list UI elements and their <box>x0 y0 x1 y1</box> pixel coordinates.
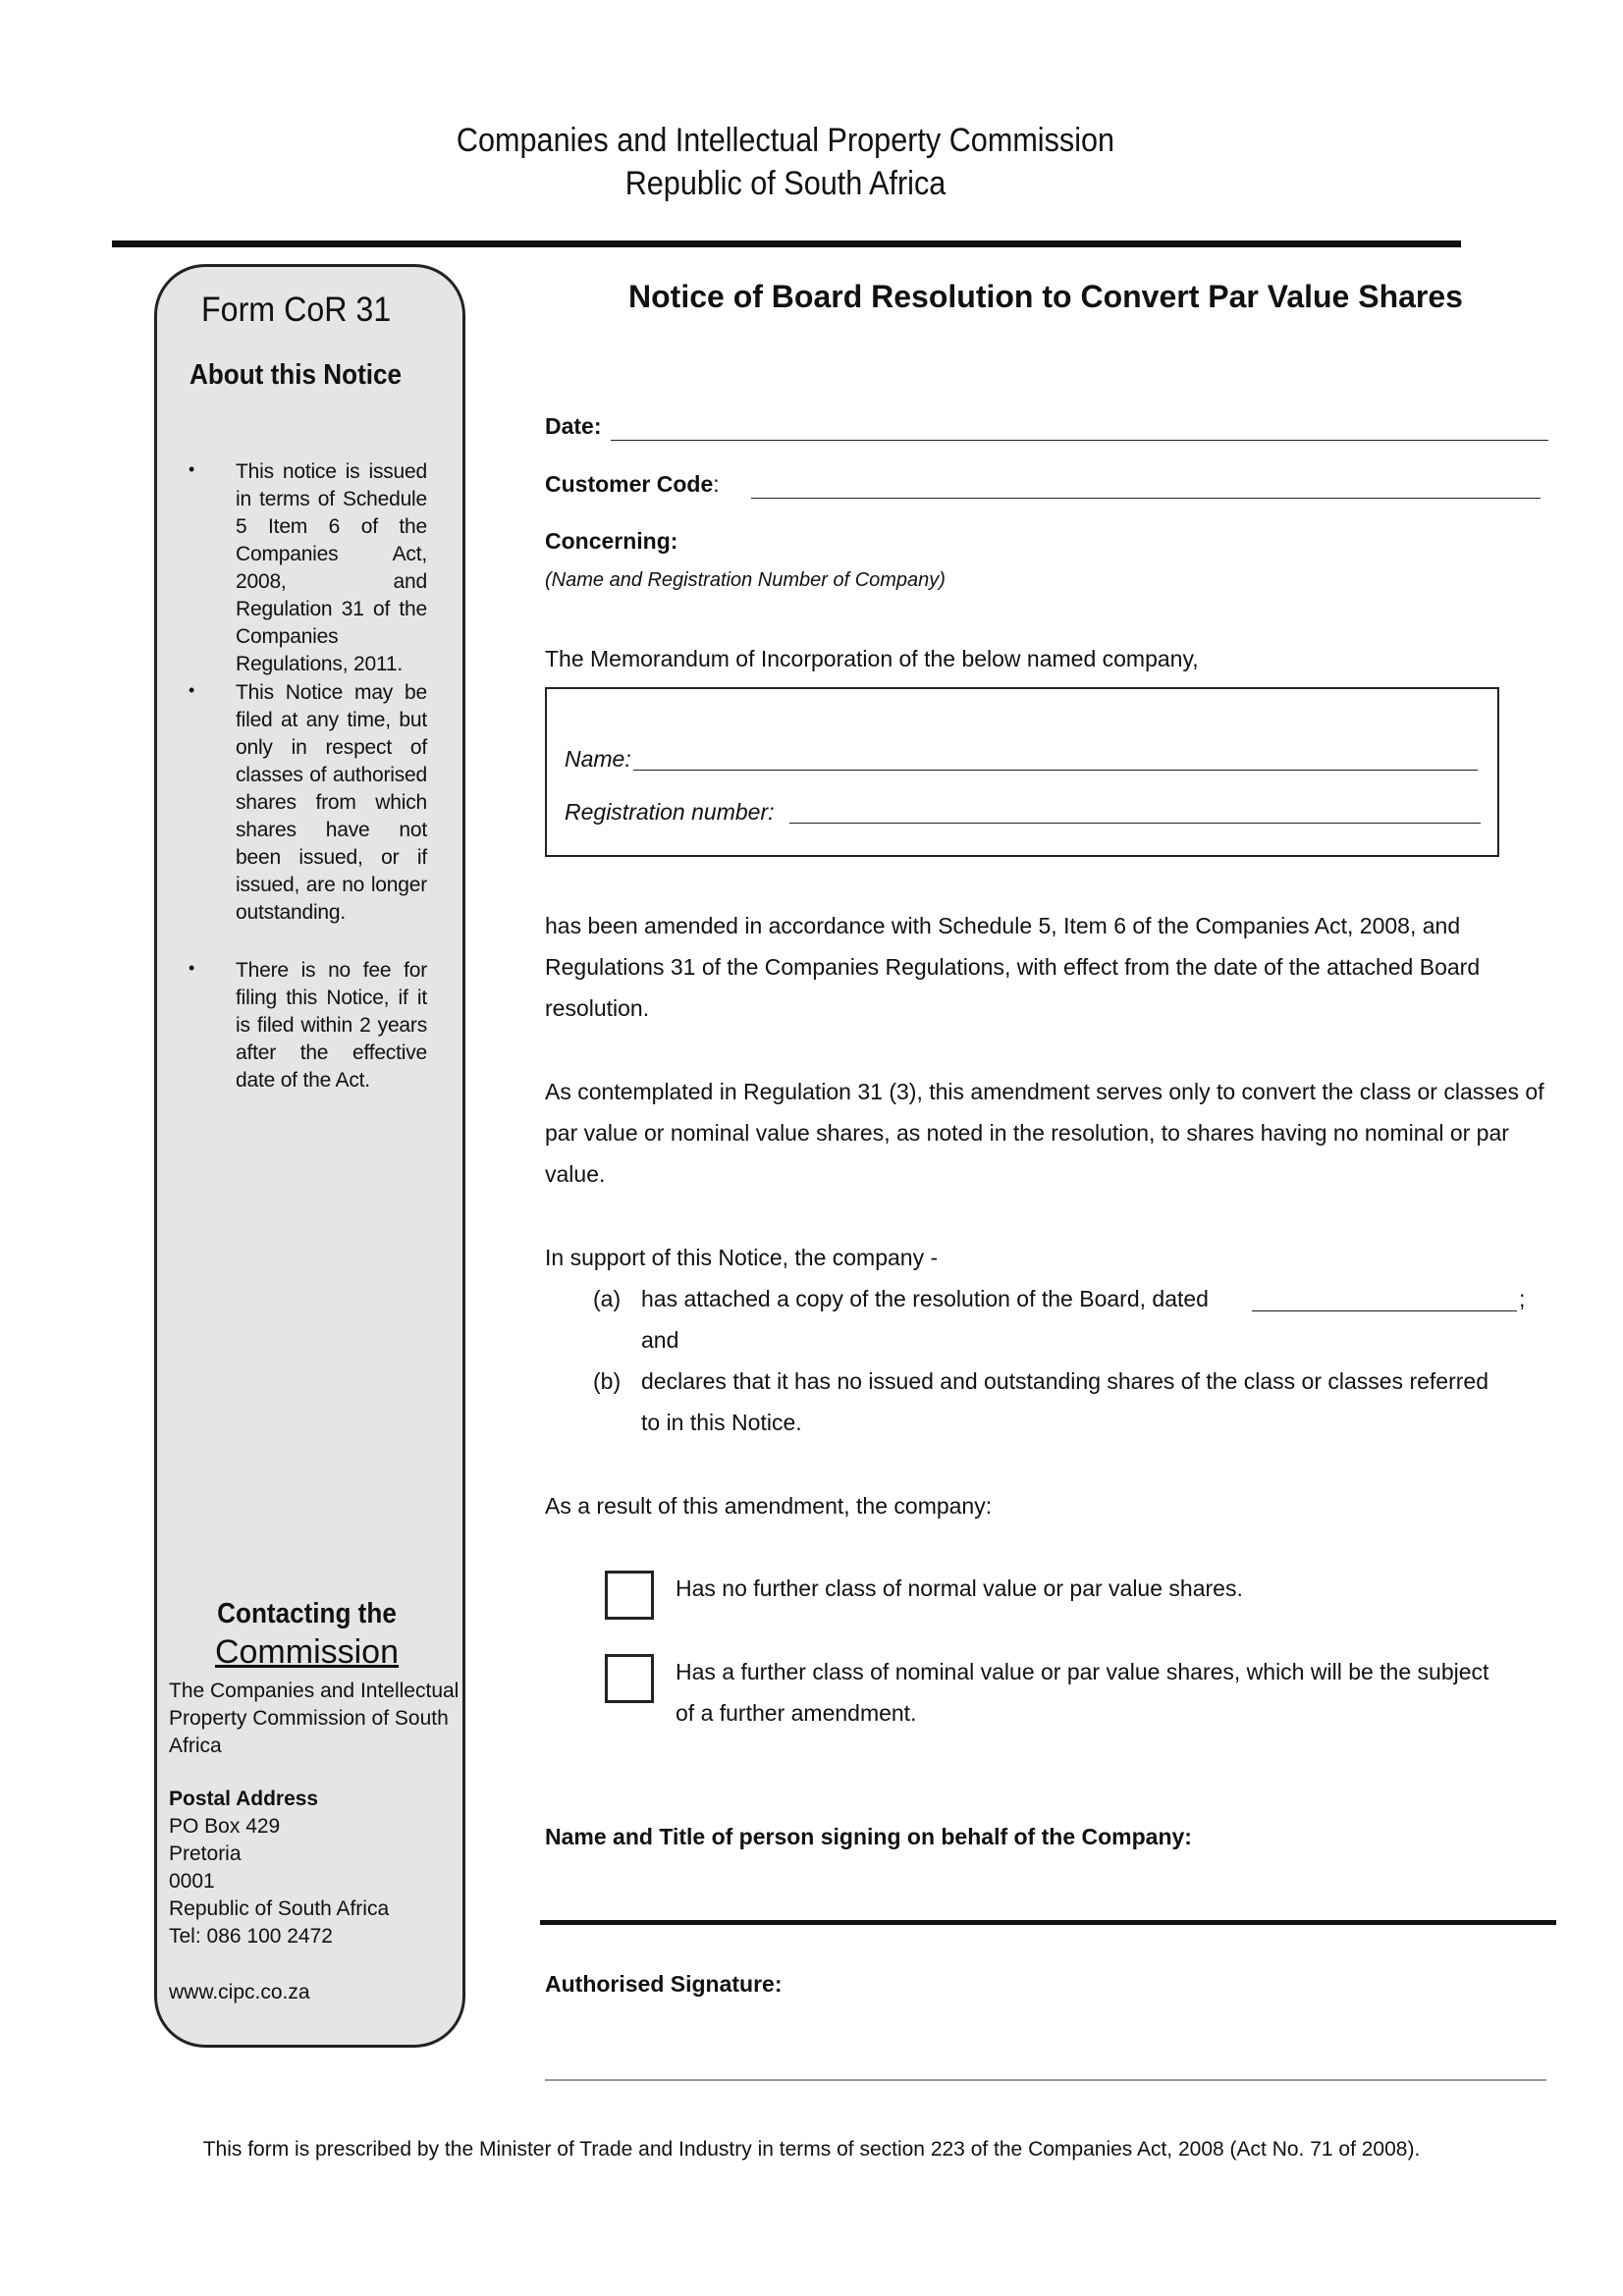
bullet-dot: • <box>189 958 195 978</box>
customer-code-colon: : <box>713 471 720 497</box>
about-heading: About this Notice <box>189 359 403 391</box>
concerning-hint: (Name and Registration Number of Company) <box>545 569 946 591</box>
item-b-marker: (b) <box>593 1368 622 1394</box>
item-a-and: and <box>641 1327 679 1353</box>
company-name-label: Name: <box>565 746 631 772</box>
about-bullet: This notice is issued in terms of Schedule 5 Item 6 of the Companies Act, 2008, and Regulation 31 of the Companies Regulations, 2011. <box>236 460 427 675</box>
customer-code-field[interactable] <box>751 498 1541 499</box>
date-field[interactable] <box>611 440 1548 441</box>
about-bullet: There is no fee for filing this Notice, if it is filed within 2 years after the effective date of the Act. <box>236 959 427 1092</box>
postal-line: Tel: 086 100 2472 <box>169 1925 333 1948</box>
about-bullet: This Notice may be filed at any time, but only in respect of classes of authorised shares from which shares have not been issued, or if issued, are no longer outstanding. <box>236 681 427 924</box>
notice-title: Notice of Board Resolution to Convert Par Value Shares <box>628 279 1463 314</box>
item-b-text: declares that it has no issued and outstanding shares of the class or classes referred <box>641 1368 1488 1394</box>
item-a-marker: (a) <box>593 1286 622 1311</box>
bullet-dot: • <box>189 680 195 700</box>
moi-intro: The Memorandum of Incorporation of the below named company, <box>545 646 1199 671</box>
registration-number-field[interactable] <box>789 823 1481 824</box>
form-code: Form CoR 31 <box>201 291 392 329</box>
company-name-field[interactable] <box>633 770 1478 771</box>
item-a-semicolon: ; <box>1519 1286 1526 1311</box>
bullet-dot: • <box>189 459 195 479</box>
contemplated-paragraph: As contemplated in Regulation 31 (3), this amendment serves only to convert the class or classes of par value or nominal value shares, as noted in the resolution, to shares having no nominal or par value. <box>545 1079 1544 1187</box>
org-line: Property Commission of South <box>169 1707 449 1730</box>
customer-code-label <box>545 471 720 498</box>
postal-line: 0001 <box>169 1870 215 1893</box>
option-no-further-class-label: Has no further class of normal value or par value shares. <box>676 1575 1243 1601</box>
board-resolution-date-field[interactable] <box>1252 1310 1517 1311</box>
concerning-label: Concerning: <box>545 528 678 554</box>
support-intro: In support of this Notice, the company - <box>545 1245 939 1270</box>
company-details-box <box>545 687 1499 857</box>
contact-heading: Contacting the <box>217 1598 397 1629</box>
amendment-paragraph: has been amended in accordance with Schedule 5, Item 6 of the Companies Act, 2008, and Regulations 31 of the Companies Regulations, with effect from the date of the attached Board resolution. <box>545 913 1481 1021</box>
option-further-class-label-cont: of a further amendment. <box>676 1700 917 1726</box>
result-intro: As a result of this amendment, the company: <box>545 1493 993 1519</box>
postal-line: PO Box 429 <box>169 1815 281 1838</box>
signer-label: Name and Title of person signing on behalf of the Company: <box>545 1824 1192 1849</box>
signature-label: Authorised Signature: <box>545 1971 783 1997</box>
signer-name-field[interactable] <box>540 1920 1556 1925</box>
date-label: Date: <box>545 413 602 439</box>
customer-code-label-text: Customer Code <box>545 471 714 497</box>
postal-line: Pretoria <box>169 1842 242 1865</box>
header-title: Companies and Intellectual Property Commission <box>456 122 1115 159</box>
postal-line: Republic of South Africa <box>169 1897 390 1920</box>
website-link[interactable]: www.cipc.co.za <box>169 1981 310 2003</box>
footer-note: This form is prescribed by the Minister of Trade and Industry in terms of section 223 of the Companies Act, 2008 (Act No. 71 of 2008). <box>202 2138 1421 2161</box>
header-rule <box>112 240 1461 247</box>
org-line: The Companies and Intellectual <box>169 1680 460 1702</box>
contact-heading-commission: Commission <box>214 1633 400 1671</box>
item-b-text-cont: to in this Notice. <box>641 1410 802 1435</box>
org-line: Africa <box>169 1735 222 1757</box>
option-further-class-label: Has a further class of nominal value or par value shares, which will be the subject <box>676 1659 1489 1684</box>
item-a-text: has attached a copy of the resolution of the Board, dated <box>641 1286 1209 1311</box>
signature-field[interactable] <box>545 2079 1546 2081</box>
registration-number-label: Registration number: <box>565 799 775 825</box>
option-no-further-class-checkbox[interactable] <box>605 1571 654 1620</box>
postal-heading: Postal Address <box>169 1788 319 1810</box>
header-subtitle: Republic of South Africa <box>624 165 947 202</box>
option-further-class-checkbox[interactable] <box>605 1654 654 1703</box>
